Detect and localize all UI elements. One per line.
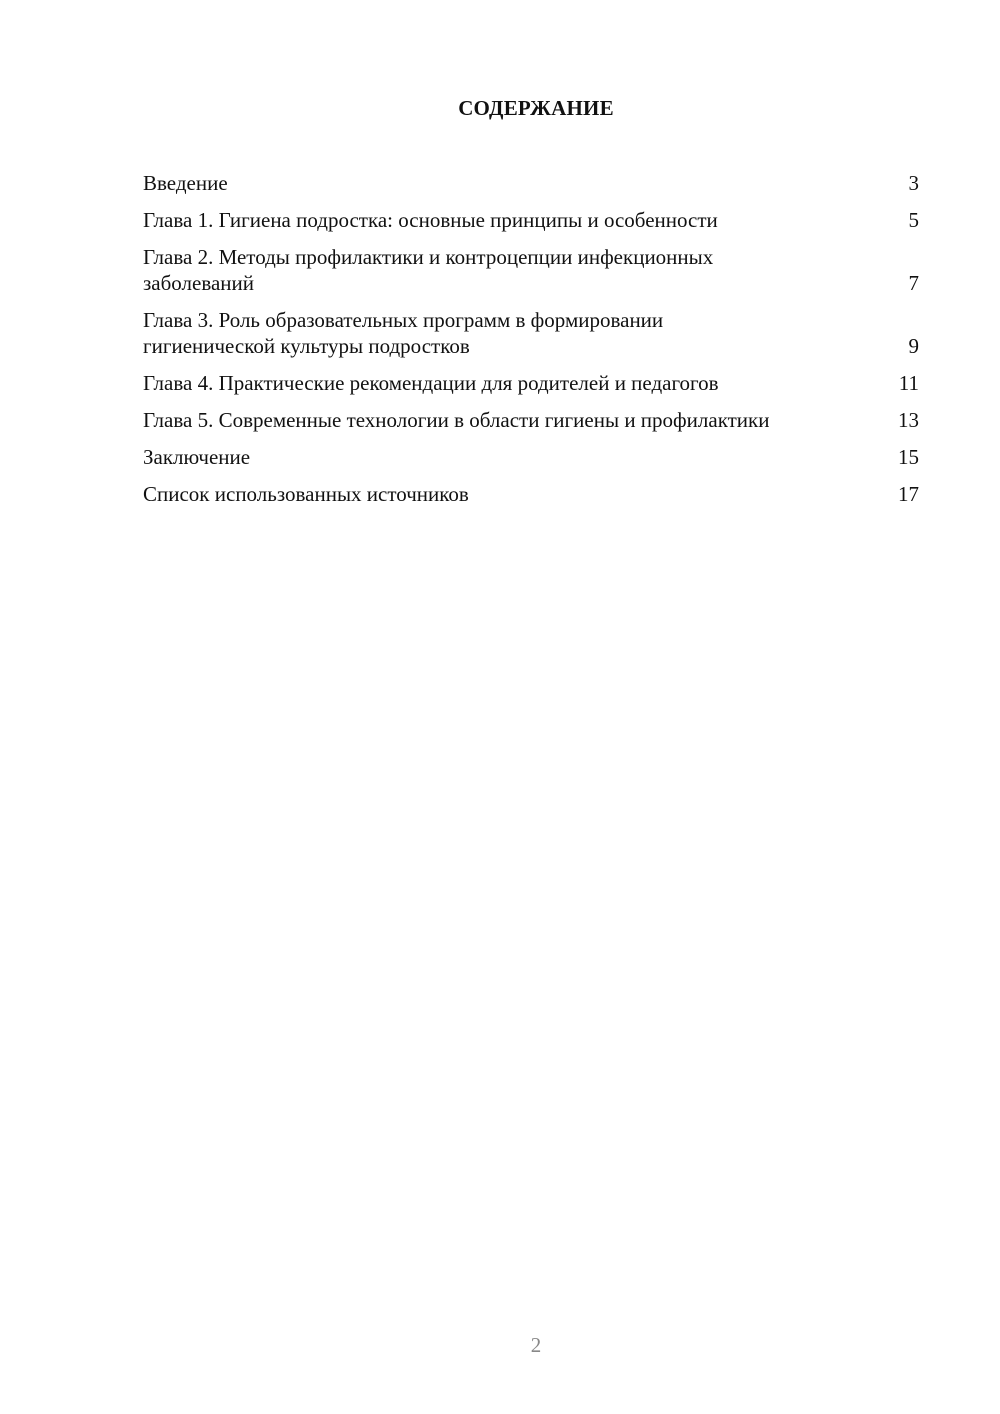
toc-entry-page: 15 — [898, 445, 919, 469]
toc-entry-chapter-4[interactable] — [143, 370, 919, 396]
toc-title — [0, 96, 1000, 121]
toc-entry-introduction[interactable] — [143, 170, 919, 196]
toc-entry-page: 13 — [898, 408, 919, 432]
toc-entry-text: Введение — [143, 171, 228, 195]
toc-entry-text: Глава 3. Роль образовательных программ в формировании гигиенической культуры подростков — [143, 308, 664, 358]
toc-entry-chapter-5[interactable] — [143, 407, 919, 433]
toc-entry-page: 5 — [908, 208, 919, 232]
page-number: 2 — [530, 1333, 542, 1357]
toc-entry-page: 9 — [908, 334, 919, 358]
toc-entry-page: 7 — [908, 271, 919, 295]
toc-entry-chapter-3[interactable] — [143, 307, 919, 359]
toc-entry-chapter-1[interactable] — [143, 207, 919, 233]
toc-entry-page: 11 — [898, 371, 919, 395]
toc-entry-page: 3 — [908, 171, 919, 195]
table-of-contents — [143, 170, 919, 518]
toc-title-text: СОДЕРЖАНИЕ — [458, 96, 614, 120]
toc-entry-text: Глава 5. Современные технологии в области гигиены и профилактики — [143, 408, 770, 432]
toc-entry-chapter-2[interactable] — [143, 244, 919, 296]
toc-entry-page: 17 — [898, 482, 919, 506]
toc-entry-text: Список использованных источников — [143, 482, 469, 506]
toc-entry-conclusion[interactable] — [143, 444, 919, 470]
toc-entry-text: Глава 1. Гигиена подростка: основные принципы и особенности — [143, 208, 718, 232]
toc-entry-text: Глава 2. Методы профилактики и контроцепции инфекционных заболеваний — [143, 245, 714, 295]
toc-entry-text: Заключение — [143, 445, 251, 469]
toc-entry-text: Глава 4. Практические рекомендации для родителей и педагогов — [143, 371, 719, 395]
toc-entry-references[interactable] — [143, 481, 919, 507]
